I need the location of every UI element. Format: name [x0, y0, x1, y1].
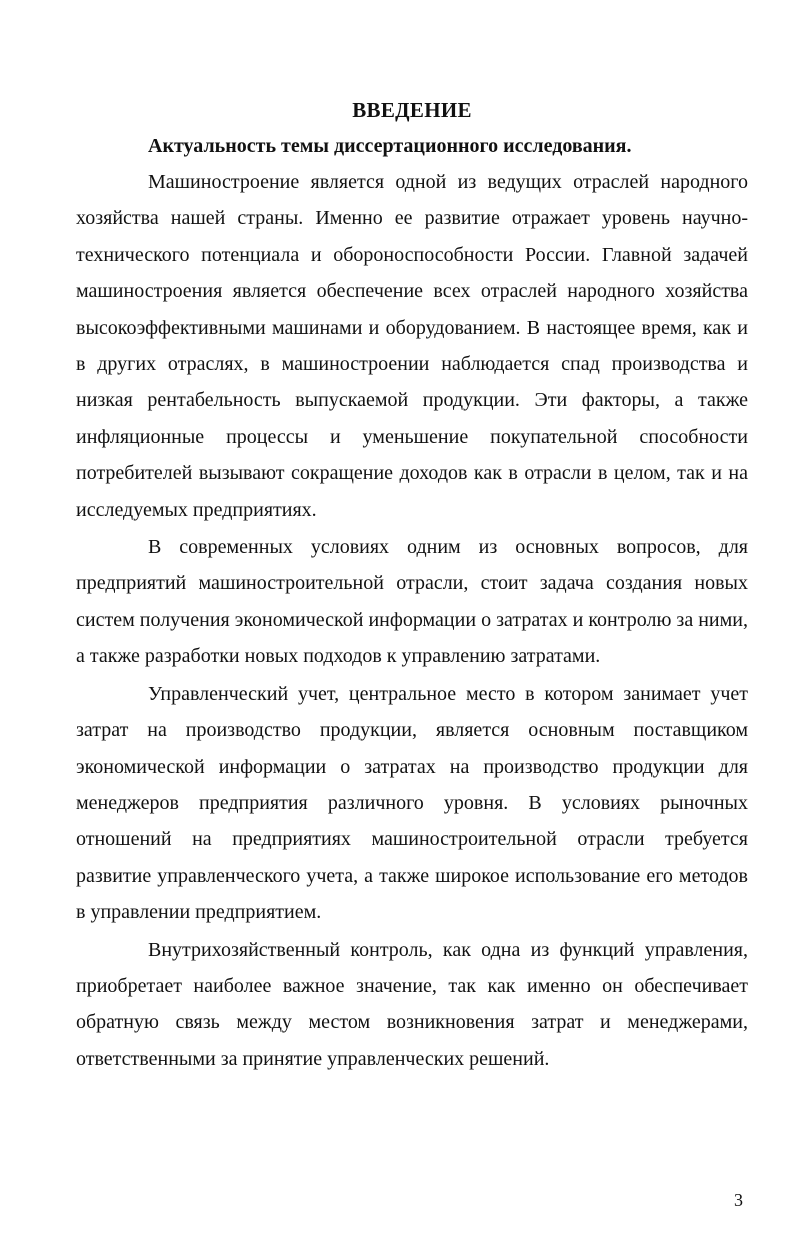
page-number: 3: [734, 1190, 743, 1210]
paragraph-3: Управленческий учет, центральное место в котором занимает учет затрат на производство продукции, является основным поставщиком экономической информации о затратах на производство продукции для менеджеров предприятия различного уровня. В условиях рыночных отношений на предприятиях машиностроительной отрасли требуется развитие управленческого учета, а также широкое использование его методов в управлении предприятием.: [76, 682, 748, 924]
document-heading: ВВЕДЕНИЕ: [352, 98, 472, 122]
document-page: [76, 92, 748, 1077]
section-subheading: Актуальность темы диссертационного исследования.: [148, 135, 632, 157]
paragraph-4: Внутрихозяйственный контроль, как одна из функций управления, приобретает наиболее важное значение, так как именно он обеспечивает обратную связь между местом возникновения затрат и менеджерами, ответственными за принятие управленческих решений.: [76, 938, 748, 1070]
paragraph-1: Машиностроение является одной из ведущих отраслей народного хозяйства нашей страны. Именно ее развитие отражает уровень научно-технического потенциала и обороноспособности России. Главной задачей машиностроения является обеспечение всех отраслей народного хозяйства высокоэффективными машинами и оборудованием. В настоящее время, как и в других отраслях, в машиностроении наблюдается спад производства и низкая рентабельность выпускаемой продукции. Эти факторы, а также инфляционные процессы и уменьшение покупательной способности потребителей вызывают сокращение доходов как в отрасли в целом, так и на исследуемых предприятиях.: [76, 171, 748, 521]
paragraph-2: В современных условиях одним из основных вопросов, для предприятий машиностроительной отрасли, стоит задача создания новых систем получения экономической информации о затратах и контролю за ними, а также разработки новых подходов к управлению затратами.: [76, 536, 748, 668]
